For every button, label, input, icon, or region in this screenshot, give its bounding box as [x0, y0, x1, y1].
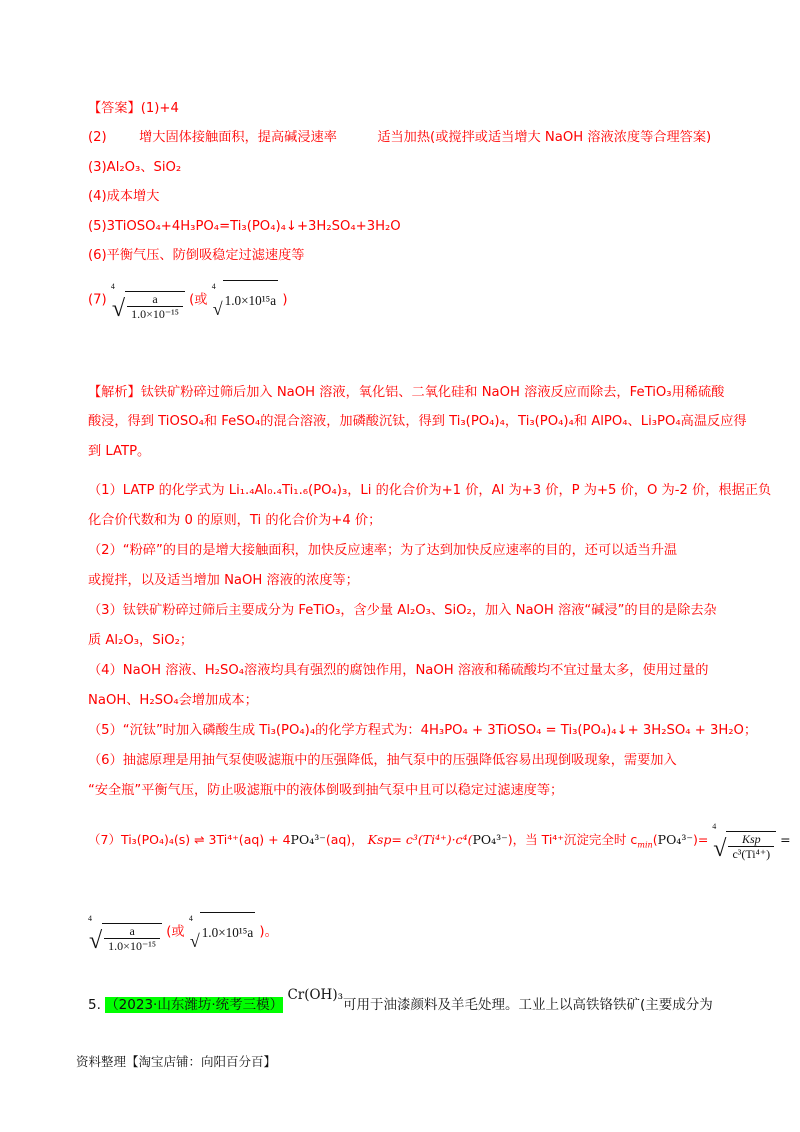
answer-item-2-part-b: 适当加热(或搅拌或适当增大 NaOH 溶液浓度等合理答案) — [377, 130, 712, 145]
analysis-p1-l1: （1）LATP 的化学式为 Li₁.₄Al₀.₄Ti₁.₆(PO₄)₃，Li 的化合价为+1 价，Al 为+3 价，P 为+5 价，O 为-2 价，根据正负 — [88, 483, 772, 498]
cmin-subscript: min — [637, 839, 653, 850]
answer-item-2 — [88, 129, 711, 147]
question-5 — [88, 987, 713, 1014]
analysis-p2-l1: （2）“粉碎”的目的是增大接触面积，加快反应速率；为了达到加快反应速率的目的，还可以适当升温 — [88, 543, 678, 558]
analysis-p7-eq: （7）Ti₃(PO₄)₄(s) ⇌ 3Ti⁴⁺(aq) + 4 — [88, 832, 291, 847]
answer-header: 【答案】(1)+4 — [88, 101, 179, 116]
phosphate-ion-2: PO₄³⁻ — [472, 832, 508, 847]
alt-close: ) — [282, 292, 288, 308]
ksp-numerator: Ksp — [741, 831, 761, 846]
source-tag: （2023·山东潍坊·统考三模） — [105, 997, 284, 1013]
analysis-p2-l2: 或搅拌，以及适当增加 NaOH 溶液的浓度等； — [88, 573, 359, 588]
analysis-p7-equals: )= — [692, 832, 709, 847]
analysis-p7-l2 — [88, 912, 278, 956]
answer-item-7-number: (7) — [88, 292, 107, 308]
chromium-hydroxide-formula: Cr(OH)₃ — [287, 987, 344, 1003]
analysis-p7-aq: (aq)， — [325, 832, 364, 847]
analysis-p0-l2: 酸浸，得到 TiOSO₄和 FeSO₄的混合溶液，加磷酸沉钛，得到 Ti₃(PO₄)₄，Ti₃(PO₄)₄和 AlPO₄、Li₃PO₄高温反应得 — [88, 414, 747, 429]
answer-item-2-part-a: 增大固体接触面积，提高碱浸速率 — [139, 130, 337, 145]
fraction-denominator: 1.0×10⁻¹⁵ — [127, 306, 183, 321]
ksp-expression: Ksp= c³(Ti⁴⁺)·c⁴( — [367, 832, 473, 847]
analysis-p3-l2: 质 Al₂O₃，SiO₂； — [88, 633, 194, 648]
fraction-numerator: a — [152, 291, 158, 306]
question-text: 可用于油漆颜料及羊毛处理。工业上以高铁铬铁矿(主要成分为 — [343, 997, 713, 1013]
answer-item-5: (5)3TiOSO₄+4H₃PO₄=Ti₃(PO₄)₄↓+3H₂SO₄+3H₂O — [88, 219, 401, 234]
analysis-p1-l2: 化合价代数和为 0 的原则，Ti 的化合价为+4 价； — [88, 513, 382, 528]
result-fourth-root: 4 √ $\frac{a}{\text{1.0×10⁻¹⁵}}$ — [88, 913, 162, 953]
analysis-p4-l1: （4）NaOH 溶液、H₂SO₄溶液均具有强烈的腐蚀作用，NaOH 溶液和稀硫酸均不宜过量太多，使用过量的 — [88, 663, 709, 678]
result-numerator: a — [129, 923, 135, 938]
analysis-p6-l2: “安全瓶”平衡气压，防止吸滤瓶中的液体倒吸到抽气泵中且可以稳定过滤速度等； — [88, 783, 564, 798]
footer-note: 资料整理【淘宝店铺：向阳百分百】 — [76, 1054, 277, 1069]
result-denominator: 1.0×10⁻¹⁵ — [104, 938, 160, 953]
analysis-p3-l1: （3）钛铁矿粉碎过筛后主要成分为 FeTiO₃，含少量 Al₂O₃、SiO₂，加入 NaOH 溶液“碱浸”的目的是除去杂 — [88, 603, 717, 618]
alt-radicand: 1.0×10¹⁵a — [223, 280, 279, 321]
result-alt-open: (或 — [166, 924, 185, 940]
analysis-p7-eq-sign: = — [780, 832, 791, 847]
analysis-p5-l1: （5）“沉钛”时加入磷酸生成 Ti₃(PO₄)₄的化学方程式为：4H₃PO₄ + 3TiOSO₄ = Ti₃(PO₄)₄↓+ 3H₂SO₄ + 3H₂O； — [88, 723, 758, 738]
phosphate-ion-3: PO₄³⁻ — [657, 832, 693, 847]
fourth-root-alt: 4 √ 1.0×10¹⁵a — [211, 282, 277, 319]
result-alt-close: )。 — [259, 924, 278, 940]
analysis-p6-l1: （6）抽滤原理是用抽气泵使吸滤瓶中的压强降低，抽气泵中的压强降低容易出现倒吸现象，需要加入 — [88, 753, 677, 768]
answer-item-3: (3)Al₂O₃、SiO₂ — [88, 160, 182, 175]
result-alt-radicand: 1.0×10¹⁵a — [200, 912, 256, 953]
answer-item-7 — [88, 280, 287, 320]
answer-item-4: (4)成本增大 — [88, 189, 160, 204]
analysis-p4-l2: NaOH、H₂SO₄会增加成本； — [88, 693, 258, 708]
answer-item-6: (6)平衡气压、防倒吸稳定过滤速度等 — [88, 248, 305, 263]
alt-open: (或 — [189, 292, 208, 308]
ksp-denominator: c³(Ti⁴⁺) — [728, 846, 774, 861]
phosphate-ion: PO₄³⁻ — [290, 832, 326, 847]
result-fourth-root-alt: 4 √ 1.0×10¹⁵a — [188, 914, 254, 951]
analysis-p7-complete: )，当 Ti⁴⁺沉淀完全时 c — [507, 832, 638, 847]
question-number: 5. — [88, 997, 101, 1013]
analysis-p7-l1 — [88, 820, 791, 864]
fourth-root-fraction: 4 √ $\frac{a}{\text{1.0×10⁻¹⁵}}$ — [111, 281, 185, 321]
analysis-p7-paren: ( — [652, 832, 658, 847]
answer-item-2-number: (2) — [88, 130, 107, 145]
analysis-p0-l3: 到 LATP。 — [88, 444, 151, 459]
ksp-fourth-root: 4 √ $\frac{\text{Ksp}}{\text{c³(Ti⁴⁺)}}$ — [712, 821, 776, 861]
analysis-p0-l1: 【解析】钛铁矿粉碎过筛后加入 NaOH 溶液，氧化铝、二氧化硅和 NaOH 溶液反应而除去，FeTiO₃用稀硫酸 — [88, 385, 725, 400]
